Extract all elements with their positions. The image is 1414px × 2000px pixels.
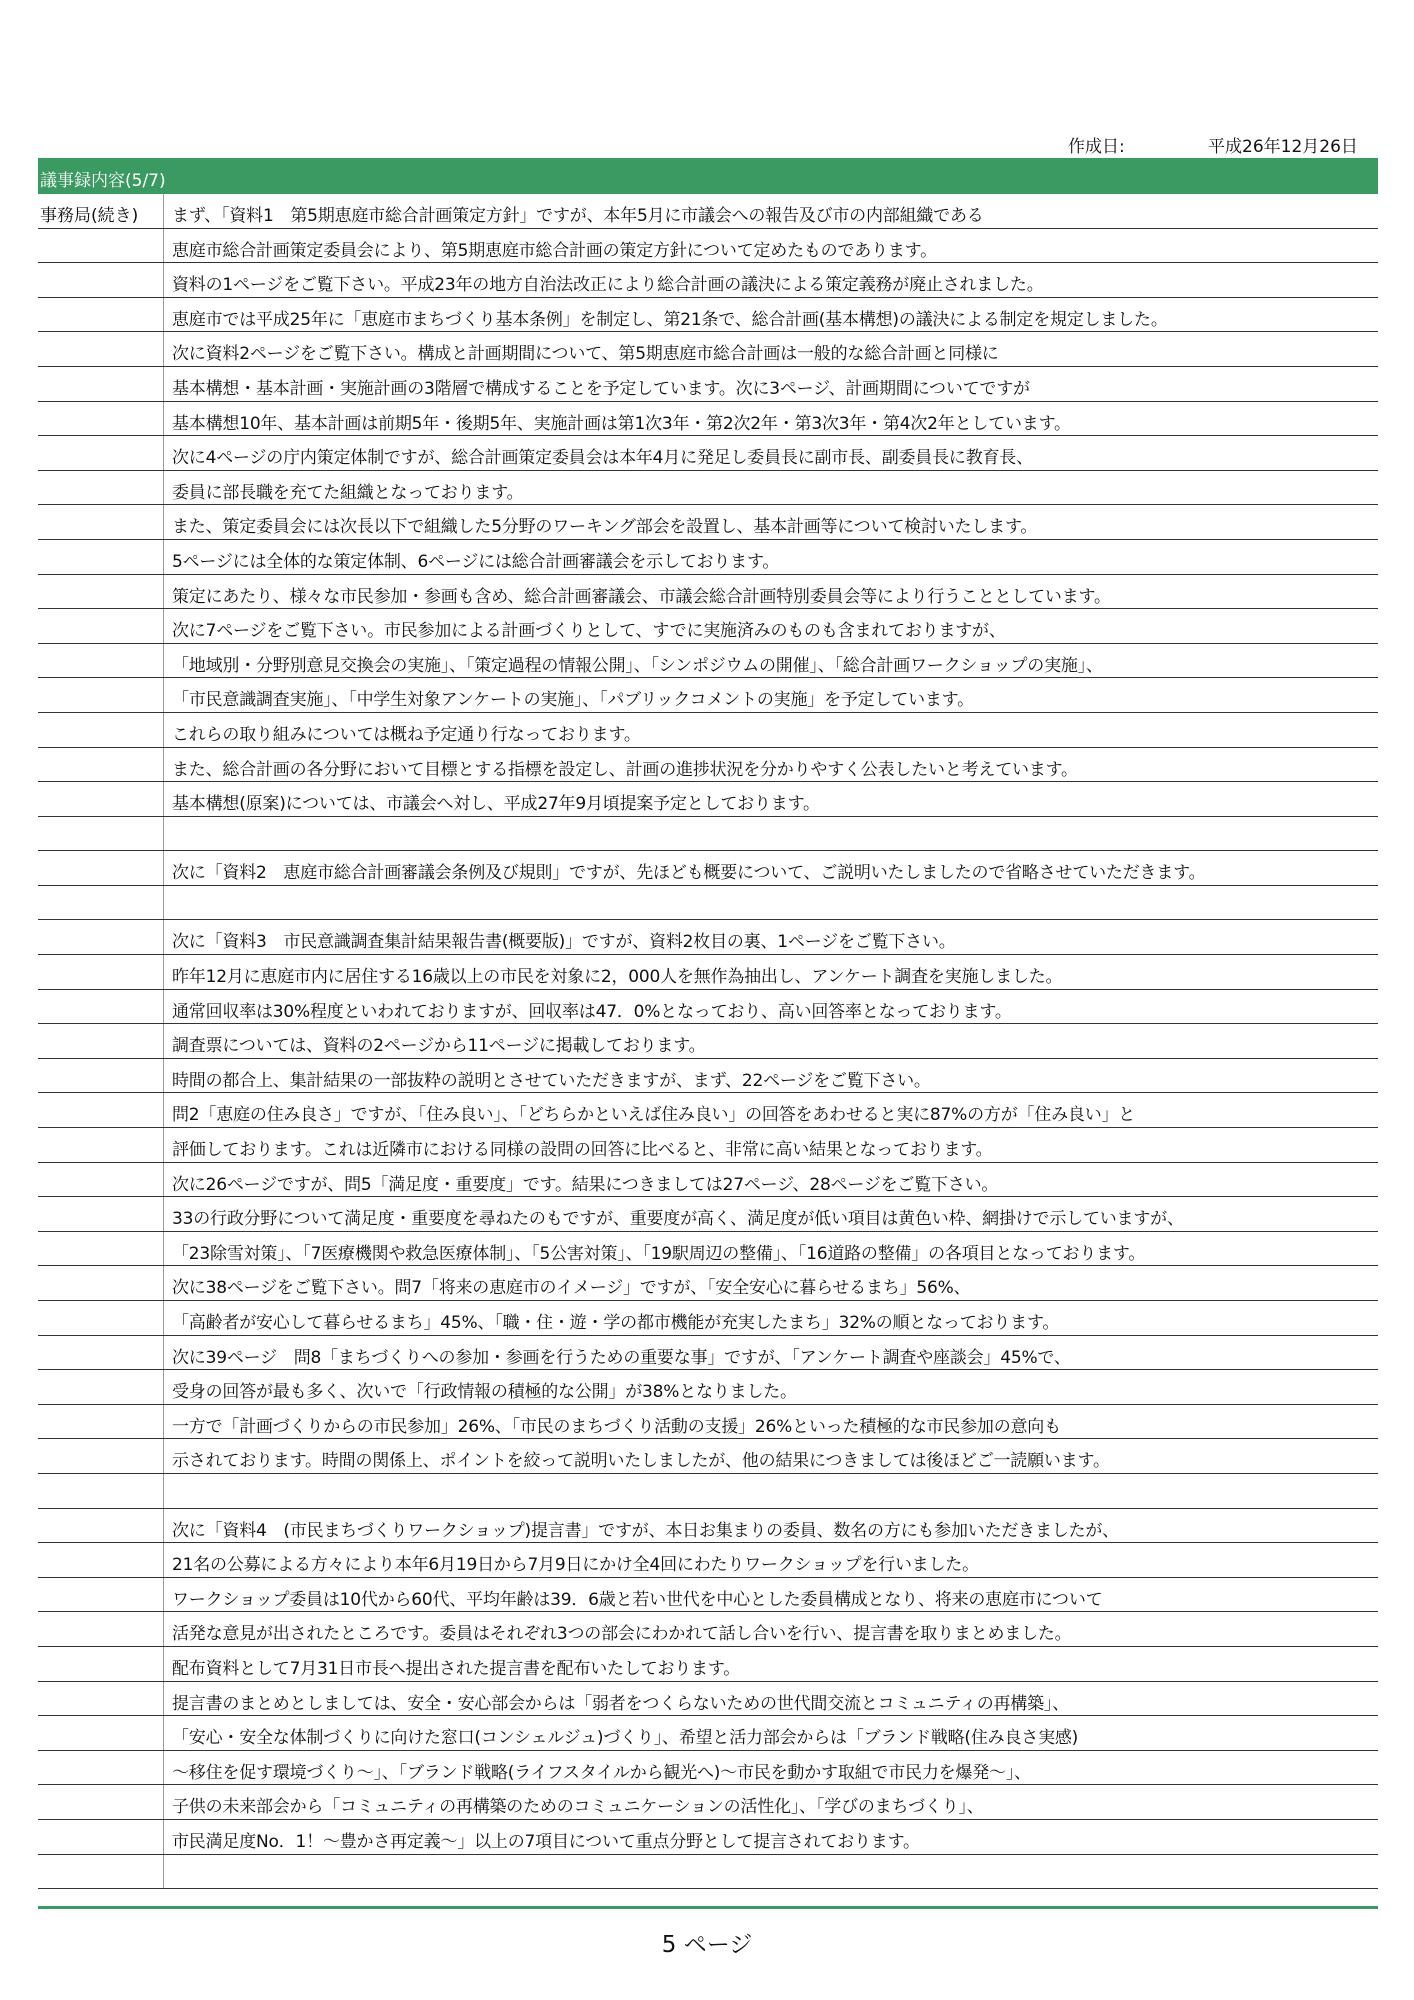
statement-cell: 問2「恵庭の住み良さ」ですが、「住み良い」、「どちらかといえば住み良い」の回答をあわせると実に87%の方が「住み良い」と xyxy=(172,1105,1136,1126)
speaker-cell xyxy=(38,1855,164,1889)
speaker-cell xyxy=(38,367,164,401)
table-row xyxy=(38,851,1378,886)
table-row xyxy=(38,1682,1378,1717)
speaker-cell xyxy=(38,1543,164,1577)
speaker-cell xyxy=(38,817,164,851)
statement-cell: 配布資料として7月31日市長へ提出された提言書を配布いたしております。 xyxy=(172,1658,741,1679)
table-row xyxy=(38,990,1378,1025)
speaker-cell xyxy=(38,1405,164,1439)
statement-cell: 次に「資料4 (市民まちづくりワークショップ)提言書」ですが、本日お集まりの委員、数名の方にも参加いただきましたが、 xyxy=(172,1520,1119,1541)
statement-cell: 次に「資料3 市民意識調査集計結果報告書(概要版)」ですが、資料2枚目の裏、1ページをご覧下さい。 xyxy=(172,932,956,953)
table-row xyxy=(38,1820,1378,1855)
statement-cell: 基本構想・基本計画・実施計画の3階層で構成することを予定しています。次に3ページ、計画期間についてですが xyxy=(172,378,1030,399)
statement-cell: 受身の回答が最も多く、次いで「行政情報の積極的な公開」が38%となりました。 xyxy=(172,1382,797,1403)
statement-cell: 次に「資料2 恵庭市総合計画審議会条例及び規則」ですが、先ほども概要について、ご説明いたしましたので省略させていただきます。 xyxy=(172,863,1206,884)
table-row xyxy=(38,955,1378,990)
table-row xyxy=(38,1647,1378,1682)
statement-cell: まず、「資料1 第5期恵庭市総合計画策定方針」ですが、本年5月に市議会への報告及び市の内部組織である xyxy=(172,206,984,226)
speaker-cell xyxy=(38,1370,164,1404)
statement-cell: 次に4ページの庁内策定体制ですが、総合計画策定委員会は本年4月に発足し委員長に副市長、副委員長に教育長、 xyxy=(172,448,1033,469)
statement-cell: 一方で「計画づくりからの市民参加」26%、「市民のまちづくり活動の支援」26%といった積極的な市民参加の意向も xyxy=(172,1416,1061,1437)
statement-cell: 基本構想(原案)については、市議会へ対し、平成27年9月頃提案予定としております。 xyxy=(172,794,820,815)
speaker-cell xyxy=(38,1336,164,1370)
table-row xyxy=(38,229,1378,264)
table-row xyxy=(38,1578,1378,1613)
table-row xyxy=(38,1232,1378,1267)
statement-cell: 恵庭市では平成25年に「恵庭市まちづくり基本条例」を制定し、第21条で、総合計画(基本構想)の議決による制定を規定しました。 xyxy=(172,309,1168,330)
statement-cell: 市民満足度No．1！～豊かさ再定義～」以上の7項目について重点分野として提言されております。 xyxy=(172,1831,920,1852)
speaker-cell xyxy=(38,1301,164,1335)
speaker-cell xyxy=(38,1612,164,1646)
statement-cell: 「地域別・分野別意見交換会の実施」、「策定過程の情報公開」、「シンポジウムの開催」、「総合計画ワークショップの実施」、 xyxy=(172,655,1103,676)
speaker-cell xyxy=(38,1820,164,1854)
statement-cell: また、策定委員会には次長以下で組織した5分野のワーキング部会を設置し、基本計画等について検討いたします。 xyxy=(172,517,1038,538)
table-row xyxy=(38,1370,1378,1405)
table-row xyxy=(38,1855,1378,1890)
statement-cell: ワークショップ委員は10代から60代、平均年齢は39．6歳と若い世代を中心とした委員構成となり、将来の恵庭市について xyxy=(172,1589,1103,1610)
table-row xyxy=(38,194,1378,229)
speaker-cell xyxy=(38,1647,164,1681)
statement-cell: 評価しております。これは近隣市における同様の設問の回答に比べると、非常に高い結果となっております。 xyxy=(172,1140,993,1161)
speaker-cell xyxy=(38,436,164,470)
table-row xyxy=(38,644,1378,679)
table-row xyxy=(38,1163,1378,1198)
statement-cell: 通常回収率は30%程度といわれておりますが、回収率は47．0%となっており、高い回答率となっております。 xyxy=(172,1001,1012,1022)
statement-cell: 「高齢者が安心して暮らせるまち」45%、「職・住・遊・学の都市機能が充実したまち」32%の順となっております。 xyxy=(172,1313,1060,1333)
table-row xyxy=(38,1612,1378,1647)
speaker-cell xyxy=(38,1197,164,1231)
statement-cell: 21名の公募による方々により本年6月19日から7月9日にかけ全4回にわたりワークショップを行いました。 xyxy=(172,1555,979,1576)
speaker-cell xyxy=(38,713,164,747)
speaker-cell xyxy=(38,782,164,816)
table-row xyxy=(38,436,1378,471)
statement-cell: 委員に部長職を充てた組織となっております。 xyxy=(172,482,524,503)
table-row xyxy=(38,748,1378,783)
statement-cell: 「安心・安全な体制づくりに向けた窓口(コンシェルジュ)づくり」、希望と活力部会からは「ブランド戦略(住み良さ実感) xyxy=(172,1728,1079,1749)
speaker-cell xyxy=(38,1716,164,1750)
table-row xyxy=(38,1266,1378,1301)
speaker-cell xyxy=(38,1059,164,1093)
table-row xyxy=(38,332,1378,367)
statement-cell: 資料の1ページをご覧下さい。平成23年の地方自治法改正により総合計画の議決による策定義務が廃止されました。 xyxy=(172,275,1044,296)
statement-cell: 調査票については、資料の2ページから11ページに掲載しております。 xyxy=(172,1036,706,1057)
speaker-cell xyxy=(38,1266,164,1300)
header-date xyxy=(0,128,1414,158)
table-row xyxy=(38,1405,1378,1440)
bottom-divider xyxy=(38,1906,1378,1909)
table-row xyxy=(38,471,1378,506)
table-row xyxy=(38,609,1378,644)
speaker-cell xyxy=(38,920,164,954)
speaker-cell xyxy=(38,1578,164,1612)
speaker-cell xyxy=(38,1093,164,1127)
statement-cell: 昨年12月に恵庭市内に居住する16歳以上の市民を対象に2，000人を無作為抽出し、アンケート調査を実施しました。 xyxy=(172,967,1063,988)
speaker-cell xyxy=(38,229,164,263)
statement-cell: ～移住を促す環境づくり～」、「ブランド戦略(ライフスタイルから観光へ)～市民を動かす取組で市民力を爆発～」、 xyxy=(172,1762,1031,1783)
table-row xyxy=(38,817,1378,852)
speaker-cell xyxy=(38,1785,164,1819)
table-row xyxy=(38,540,1378,575)
created-label: 作成日: xyxy=(1068,137,1125,157)
speaker-cell xyxy=(38,644,164,678)
speaker-cell xyxy=(38,748,164,782)
statement-cell: 次に39ページ 問8「まちづくりへの参加・参画を行うための重要な事」ですが、「アンケート調査や座談会」45%で、 xyxy=(172,1347,1071,1368)
table-row xyxy=(38,1336,1378,1371)
table-row xyxy=(38,402,1378,437)
speaker-cell xyxy=(38,1751,164,1785)
speaker-cell xyxy=(38,1024,164,1058)
statement-cell: 恵庭市総合計画策定委員会により、第5期恵庭市総合計画の策定方針について定めたものであります。 xyxy=(172,240,937,261)
table-row xyxy=(38,1128,1378,1163)
speaker-cell: 事務局(続き) xyxy=(38,194,164,228)
statement-cell: これらの取り組みについては概ね予定通り行なっております。 xyxy=(172,724,641,745)
section-title-bar xyxy=(38,158,1378,194)
statement-cell: 次に38ページをご覧下さい。問7「将来の恵庭市のイメージ」ですが、「安全安心に暮らせるまち」56%、 xyxy=(172,1278,971,1299)
speaker-cell xyxy=(38,298,164,332)
statement-cell: 活発な意見が出されたところです。委員はそれぞれ3つの部会にわかれて話し合いを行い、提言書を取りまとめました。 xyxy=(172,1624,1072,1645)
table-row xyxy=(38,1093,1378,1128)
speaker-cell xyxy=(38,1128,164,1162)
statement-cell: 時間の都合上、集計結果の一部抜粋の説明とさせていただきますが、まず、22ページをご覧下さい。 xyxy=(172,1070,931,1091)
speaker-cell xyxy=(38,402,164,436)
table-row xyxy=(38,505,1378,540)
table-row xyxy=(38,678,1378,713)
minutes-table xyxy=(38,194,1378,1889)
statement-cell: 子供の未来部会から「コミュニティの再構築のためのコミュニケーションの活性化」、「学びのまちづくり」、 xyxy=(172,1797,984,1818)
speaker-cell xyxy=(38,540,164,574)
speaker-cell xyxy=(38,678,164,712)
created-date: 平成26年12月26日 xyxy=(1208,137,1358,157)
table-row xyxy=(38,886,1378,921)
speaker-cell xyxy=(38,471,164,505)
table-row xyxy=(38,1509,1378,1544)
table-row xyxy=(38,298,1378,333)
table-row xyxy=(38,1197,1378,1232)
speaker-cell xyxy=(38,1682,164,1716)
statement-cell: 次に26ページですが、問5「満足度・重要度」です。結果につきましては27ページ、28ページをご覧下さい。 xyxy=(172,1174,999,1195)
speaker-cell xyxy=(38,851,164,885)
statement-cell: 提言書のまとめとしましては、安全・安心部会からは「弱者をつくらないための世代間交流とコミュニティの再構築」、 xyxy=(172,1693,1069,1714)
speaker-cell xyxy=(38,263,164,297)
table-row xyxy=(38,1474,1378,1509)
statement-cell: 「市民意識調査実施」、「中学生対象アンケートの実施」、「パブリックコメントの実施」を予定しています。 xyxy=(172,690,974,711)
speaker-cell xyxy=(38,609,164,643)
table-row xyxy=(38,1751,1378,1786)
table-row xyxy=(38,575,1378,610)
table-row xyxy=(38,1024,1378,1059)
statement-cell: 次に資料2ページをご覧下さい。構成と計画期間について、第5期恵庭市総合計画は一般的な総合計画と同様に xyxy=(172,344,999,365)
statement-cell: 策定にあたり、様々な市民参加・参画も含め、総合計画審議会、市議会総合計画特別委員会等により行うこととしています。 xyxy=(172,586,1111,607)
speaker-cell xyxy=(38,1474,164,1508)
table-row xyxy=(38,1543,1378,1578)
table-row xyxy=(38,1716,1378,1751)
table-row xyxy=(38,1439,1378,1474)
statement-cell: 基本構想10年、基本計画は前期5年・後期5年、実施計画は第1次3年・第2次2年・第3次3年・第4次2年としています。 xyxy=(172,413,1071,434)
speaker-cell xyxy=(38,886,164,920)
statement-cell: 5ページには全体的な策定体制、6ページには総合計画審議会を示しております。 xyxy=(172,551,780,572)
table-row xyxy=(38,263,1378,298)
table-row xyxy=(38,782,1378,817)
statement-cell: 示されております。時間の関係上、ポイントを絞って説明いたしましたが、他の結果につきましては後ほどご一読願います。 xyxy=(172,1451,1110,1472)
page-number: 5 ページ xyxy=(661,1932,753,1958)
speaker-cell xyxy=(38,1509,164,1543)
speaker-cell xyxy=(38,575,164,609)
speaker-cell xyxy=(38,955,164,989)
speaker-cell xyxy=(38,1232,164,1266)
speaker-cell xyxy=(38,332,164,366)
statement-cell: 「23除雪対策」、「7医療機関や救急医療体制」、「5公害対策」、「19駅周辺の整備」、「16道路の整備」の各項目となっております。 xyxy=(172,1243,1146,1264)
speaker-cell xyxy=(38,990,164,1024)
table-row xyxy=(38,713,1378,748)
statement-cell: 33の行政分野について満足度・重要度を尋ねたのもですが、重要度が高く、満足度が低い項目は黄色い枠、網掛けで示していますが、 xyxy=(172,1209,1184,1230)
speaker-cell xyxy=(38,505,164,539)
table-row xyxy=(38,920,1378,955)
table-row xyxy=(38,1059,1378,1094)
speaker-cell xyxy=(38,1439,164,1473)
statement-cell: また、総合計画の各分野において目標とする指標を設定し、計画の進捗状況を分かりやすく公表したいと考えています。 xyxy=(172,759,1078,780)
table-row xyxy=(38,1301,1378,1336)
table-row xyxy=(38,1785,1378,1820)
statement-cell: 次に7ページをご覧下さい。市民参加による計画づくりとして、すでに実施済みのものも含まれておりますが、 xyxy=(172,621,1006,642)
speaker-cell xyxy=(38,1163,164,1197)
section-title: 議事録内容(5/7) xyxy=(40,171,166,191)
table-row xyxy=(38,367,1378,402)
statement-cell xyxy=(168,1855,1378,1896)
